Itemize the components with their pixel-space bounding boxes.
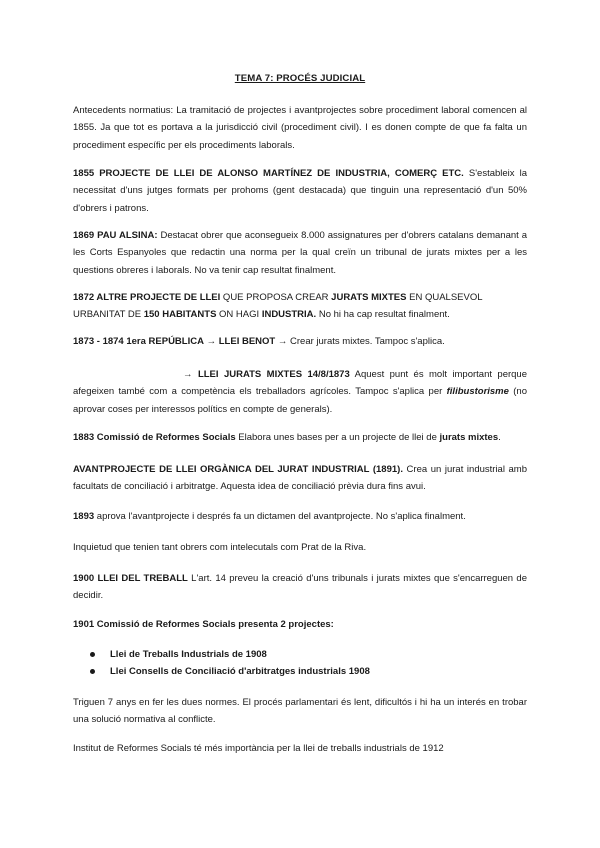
- text-1872-c: ON HAGI: [216, 309, 262, 321]
- heading-1893: 1893: [73, 511, 95, 522]
- paragraph-1873-republica: [73, 333, 527, 350]
- text-1872-a: QUE PROPOSA CREAR: [220, 292, 332, 303]
- paragraph-1855: [73, 165, 527, 217]
- arrow-icon: →: [275, 336, 291, 347]
- heading-1873-republica: 1873 - 1874 1era REPÚBLICA: [73, 336, 204, 347]
- text-1883: Elabora unes bases per a un projecte de llei de: [235, 432, 440, 443]
- text-1883-end: .: [498, 432, 501, 443]
- heading-1900: 1900 LLEI DEL TREBALL: [73, 573, 188, 584]
- term-filibustorisme: filibustorisme: [446, 386, 509, 398]
- list-item: Llei de Treballs Industrials de 1908: [73, 646, 527, 663]
- paragraph-avantprojecte-1891: [73, 461, 527, 496]
- heading-1883: 1883 Comissió de Reformes Socials: [73, 432, 236, 443]
- paragraph-1869: [73, 227, 527, 279]
- list-item: Llei Consells de Conciliació d'arbitratges industrials 1908: [73, 663, 527, 680]
- page-title: TEMA 7: PROCÉS JUDICIAL: [234, 73, 366, 84]
- bold-llei-benot: LLEI BENOT: [218, 336, 276, 347]
- paragraph-triguen: Triguen 7 anys en fer les dues normes. El procés parlamentari és lent, dificultós i hi ha un interés en trobar una solució normativa al conflicte.: [73, 697, 527, 726]
- text-llei-jurats-mixtes-a: Aquest punt és molt important perque afegeixen també com a competència els treballadors agrícoles. Tampoc s'aplica per: [73, 369, 527, 398]
- text-llei-benot: Crear jurats mixtes. Tampoc s'aplica.: [290, 336, 445, 347]
- bold-jurats-mixtes-1883: jurats mixtes: [439, 432, 499, 443]
- projects-list: [73, 646, 527, 681]
- heading-avantprojecte-1891: AVANTPROJECTE DE LLEI ORGÀNICA DEL JURAT INDUSTRIAL (1891).: [73, 464, 403, 475]
- text-avantprojecte-1891: Crea un jurat industrial amb facultats de conciliació i arbitratge. Aquesta idea de conciliació prèvia dura fins avui.: [73, 464, 527, 493]
- paragraph-1872: [73, 289, 527, 324]
- paragraph-inquietud: Inquietud que tenien tant obrers com intelecutals com Prat de la Riva.: [73, 542, 367, 553]
- bold-industria: INDUSTRIA.: [261, 309, 317, 321]
- paragraph-1900: [73, 570, 527, 605]
- bold-jurats-mixtes: JURATS MIXTES: [331, 292, 407, 303]
- paragraph-antecedents: Antecedents normatius: La tramitació de projectes i avantprojectes sobre procediment laboral comencen al 1855. Ja que tot es portava a la jurisdicció civil (procediment civil). I es donen compte de que fa falta un procediment específic per els procediments laborals.: [73, 105, 527, 151]
- arrow-icon: →: [203, 336, 219, 347]
- paragraph-institut: Institut de Reformes Socials té més importància per la llei de treballs industrials de 1912: [73, 743, 444, 754]
- heading-llei-jurats-mixtes: LLEI JURATS MIXTES 14/8/1873: [197, 369, 350, 380]
- paragraph-llei-jurats-mixtes: [73, 366, 527, 418]
- text-llei-jurats-mixtes-b: (no aprovar coses per interessos polítics en compte de generals).: [73, 386, 527, 415]
- heading-1872: 1872 ALTRE PROJECTE DE LLEI: [73, 292, 221, 303]
- paragraph-1883: [73, 429, 527, 446]
- text-1872-b: EN QUALSEVOL URBANITAT DE: [73, 292, 483, 321]
- heading-1869: 1869 PAU ALSINA:: [73, 230, 158, 241]
- text-1872-d: No hi ha cap resultat finalment.: [316, 309, 450, 321]
- heading-1855: 1855 PROJECTE DE LLEI DE ALONSO MARTÍNEZ DE INDUSTRIA, COMERÇ ETC.: [73, 168, 464, 179]
- bold-150-habitants: 150 HABITANTS: [143, 309, 217, 321]
- text-1869: Destacat obrer que aconsegueix 8.000 assignatures per d'obrers catalans demanant a les Corts Espanyoles que redactin una norma per la qual creïn un tribunal de jurats mixtes per a les questions obreres i laborals. No va tenir cap resultat finalment.: [73, 230, 527, 276]
- text-1855: S'estableix la necessitat d'uns jutges formats per prohoms (gent destacada) que tinguin una representació d'un 50% d'obrers i patrons.: [73, 168, 527, 214]
- paragraph-1893: [73, 508, 527, 525]
- paragraph-1901: 1901 Comissió de Reformes Socials presenta 2 projectes:: [73, 619, 334, 630]
- text-1900: L'art. 14 preveu la creació d'uns tribunals i jurats mixtes que s'encarreguen de decidir.: [73, 573, 527, 602]
- text-1893: aprova l'avantprojecte i després fa un dictamen del avantprojecte. No s'aplica finalment.: [94, 511, 466, 522]
- arrow-icon: →: [183, 369, 198, 380]
